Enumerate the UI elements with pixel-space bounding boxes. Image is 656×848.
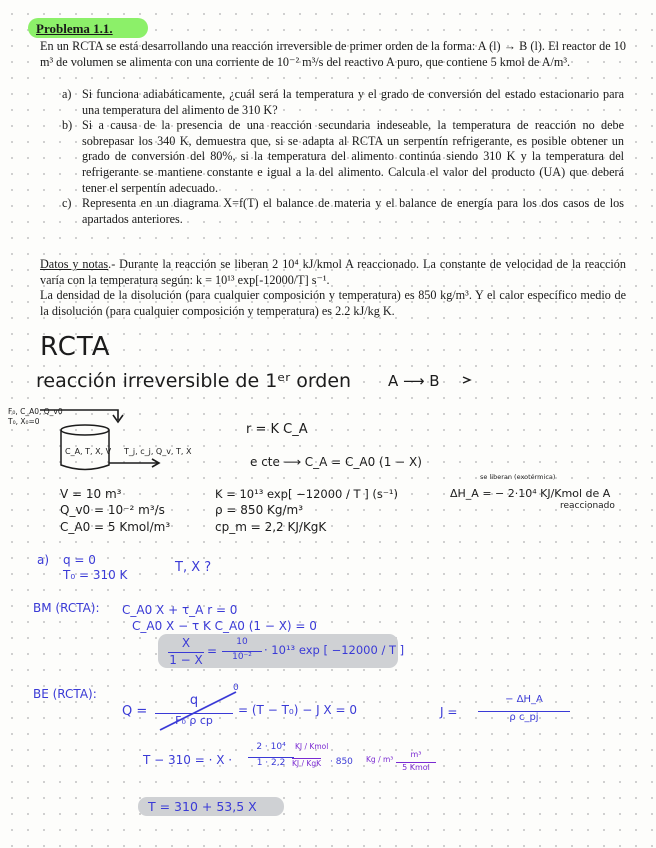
hw-t-eq-den: 1 · 2,2: [248, 757, 294, 768]
hw-t-eq-den-unit: KJ / KgK: [292, 759, 322, 768]
hw-heading: RCTA: [40, 332, 111, 362]
hw-outlet-label: T_j, c_j, Q_v, T, X: [124, 447, 192, 456]
hw-be-lhs: Q =: [122, 704, 148, 719]
hw-volume: V = 10 m³: [60, 487, 122, 501]
hw-bm3-mid-den: 10⁻²: [222, 651, 262, 662]
item-text: Si funciona adiabáticamente, ¿cuál será la temperatura y el grado de conversión del estado estacionario para una temperatura del alimento de 310 K?: [82, 87, 624, 117]
hw-dh-expr: ΔH_A = − 2·10⁴ KJ/Kmol de A: [450, 487, 611, 500]
hw-density: ρ = 850 Kg/m³: [215, 503, 304, 517]
hw-bm-label: BM (RCTA):: [33, 601, 100, 615]
hw-unknowns: T, X ?: [175, 560, 212, 575]
item-label: a): [62, 87, 72, 101]
hw-bm-1: C_A0 X + τ_A r = 0: [122, 603, 238, 617]
notes-text-1: .- Durante la reacción se liberan 2 10⁴ kJ/kmol A reaccionado. La constante de velocidad de la reacción varía con la temperatura según: k = 10¹³ exp[-12000/T] s⁻¹.: [40, 257, 626, 287]
hw-t-eq-last-den: 5 Kmol: [396, 762, 436, 772]
notes-paragraph-2: La densidad de la disolución (para cualquier composición y temperatura) es 850 kg/m³. Y el calor específico medio de la disolución (para cualquier composición y temperatura) es 2.2 kJ/kg K.: [40, 288, 626, 318]
hw-t-eq-num: 2 · 10⁴: [256, 742, 286, 752]
hw-inlet-label-1: F₀, C_A0, Q_v0: [8, 407, 63, 416]
hw-k-expr: K = 10¹³ exp[ −12000 / T ] (s⁻¹): [215, 487, 398, 501]
hw-const-vol: e cte ⟶ C_A = C_A0 (1 − X): [250, 455, 422, 469]
hw-part-a-label: a): [37, 553, 50, 567]
notes-label: Datos y notas: [40, 257, 109, 271]
be-strike: [160, 692, 236, 730]
hw-bm3-rhs: · 10¹³ exp [ −12000 / T ]: [264, 643, 405, 657]
hw-dh-note: se liberan (exotérmica): [480, 473, 556, 481]
hw-t-eq-rho-unit: Kg / m³: [366, 755, 394, 764]
hw-dh-sub: reaccionado: [560, 501, 615, 511]
hw-bm3-eq: =: [207, 644, 218, 658]
hw-rate-law: r = K C_A: [246, 422, 308, 437]
hw-final-result: T = 310 + 53,5 X: [148, 799, 257, 814]
hw-bm3-lhs-den: 1 − X: [169, 653, 203, 667]
hw-q-zero: q = 0: [63, 553, 96, 567]
hw-bm3-lhs-num: X: [181, 636, 191, 650]
hw-j-lhs: J =: [440, 705, 458, 719]
hw-subheading: reacción irreversible de 1ᵉʳ orden: [36, 370, 352, 392]
hw-bm3-mid-num: 10: [236, 637, 248, 647]
hw-feed-conc: C_A0 = 5 Kmol/m³: [60, 520, 171, 534]
hw-reaction: A ⟶ B: [388, 372, 440, 390]
problem-title-text: Problema 1.1.: [36, 21, 113, 36]
problem-intro: En un RCTA se está desarrollando una reacción irreversible de primer orden de la forma: A (l) → B (l). El reactor de 10 m³ de volumen se alimenta con una corriente de 10⁻² m³/s del reactivo A puro, que contiene 5 kmol de A/m³.: [40, 39, 626, 69]
hw-bm-2: C_A0 X − τ K C_A0 (1 − X) = 0: [132, 619, 317, 633]
item-label: b): [62, 118, 73, 133]
item-label: c): [62, 196, 72, 211]
hw-t-eq-num-unit: KJ / Kmol: [295, 742, 329, 751]
hw-be-den: F₀ ρ cp: [155, 713, 233, 727]
hw-t-eq-last-num: m³: [410, 750, 422, 759]
hw-t0: T₀ = 310 K: [63, 568, 128, 582]
hw-be-label: BE (RCTA):: [33, 687, 97, 701]
hw-be-num: q: [189, 693, 199, 708]
hw-be-zero: 0: [233, 683, 239, 693]
hw-tank-label: C_A, T, X, V: [65, 447, 112, 456]
hw-flow: Q_v0 = 10⁻² m³/s: [60, 503, 165, 517]
hw-t-eq-lhs: T − 310 = · X ·: [143, 753, 233, 767]
hw-j-num: − ΔH_A: [505, 694, 543, 705]
item-text: Si a causa de la presencia de una reacción secundaria indeseable, la temperatura de reacción no debe sobrepasar los 340 K, demuestra que, si se adapta al RCTA un serpentín refrigerante, es posible obtener un grado de conversión del 80%, si la temperatura del alimento continúa siendo 310 K y la temperatura del refrigerante se mantiene constante e igual a la del alimento. Calcula el valor del producto (UA) que deberá tener el serpentín adecuado.: [82, 118, 624, 195]
hw-inlet-label-2: T₀, X₀=0: [8, 417, 40, 426]
item-text: Representa en un diagrama X=f(T) el balance de materia y el balance de energía para los dos casos de los apartados anteriores.: [82, 196, 624, 226]
hw-j-den: ρ c_pj: [478, 711, 570, 723]
hw-be-rhs: = (T − T₀) − J X = 0: [238, 703, 357, 717]
hw-t-eq-rho: · 850: [330, 757, 353, 767]
hw-cp: cp_m = 2,2 KJ/KgK: [215, 520, 327, 534]
